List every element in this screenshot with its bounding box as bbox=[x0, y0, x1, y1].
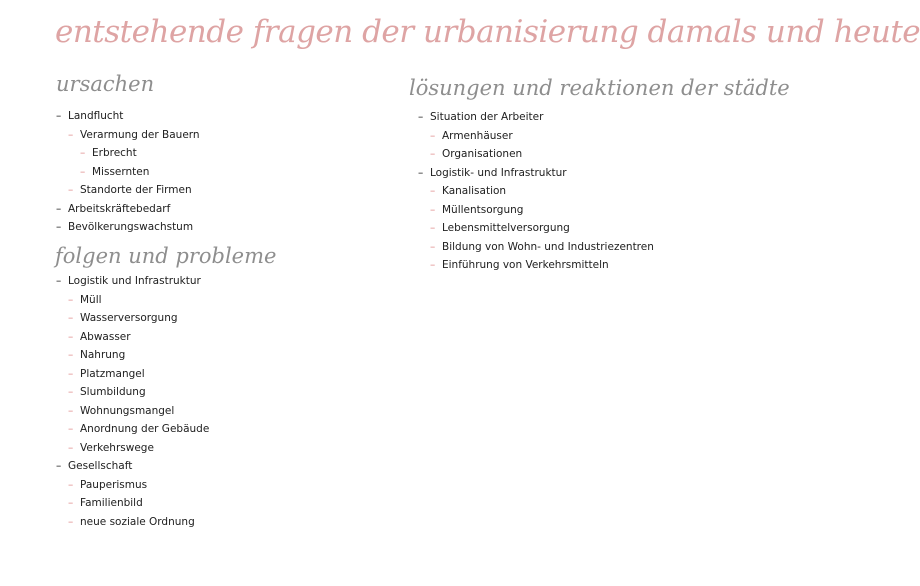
dash-bullet-icon: – bbox=[68, 349, 74, 361]
dash-bullet-icon: – bbox=[80, 165, 86, 178]
list-item-label: Verarmung der Bauern bbox=[80, 128, 200, 141]
list-item bbox=[418, 108, 654, 127]
dash-bullet-icon: – bbox=[430, 259, 436, 271]
list-item bbox=[56, 272, 209, 291]
list-item bbox=[56, 126, 200, 145]
list-item bbox=[418, 201, 654, 220]
dash-bullet-icon: – bbox=[68, 293, 74, 306]
dash-bullet-icon: – bbox=[68, 497, 74, 509]
list-item-label: Anordnung der Gebäude bbox=[80, 423, 210, 435]
dash-bullet-icon: – bbox=[80, 147, 86, 159]
dash-bullet-icon: – bbox=[418, 111, 424, 123]
list-item bbox=[56, 476, 209, 495]
dash-bullet-icon: – bbox=[56, 110, 62, 122]
list-item bbox=[418, 164, 654, 183]
list-item bbox=[56, 218, 200, 237]
list-item bbox=[418, 182, 654, 201]
list-item-label: Wasserversorgung bbox=[80, 312, 178, 324]
list-item-label: Slumbildung bbox=[80, 386, 146, 398]
list-item bbox=[56, 420, 209, 439]
list-item bbox=[56, 513, 209, 532]
list-item bbox=[56, 309, 209, 328]
heading-folgen-und-probleme: folgen und probleme bbox=[55, 244, 277, 268]
list-item-label: Landflucht bbox=[68, 110, 124, 122]
list-item bbox=[56, 346, 209, 365]
dash-bullet-icon: – bbox=[68, 330, 74, 343]
heading-ursachen: ursachen bbox=[56, 72, 155, 96]
dash-bullet-icon: – bbox=[430, 185, 436, 197]
dash-bullet-icon: – bbox=[68, 128, 74, 141]
list-item-label: Verkehrswege bbox=[80, 441, 154, 454]
list-item-label: Kanalisation bbox=[442, 185, 507, 197]
dash-bullet-icon: – bbox=[56, 221, 62, 233]
list-item bbox=[56, 163, 200, 182]
dash-bullet-icon: – bbox=[56, 202, 62, 215]
list-item bbox=[418, 256, 654, 275]
list-item-label: Müllentsorgung bbox=[442, 203, 524, 216]
list-item bbox=[56, 181, 200, 200]
list-item-label: Müll bbox=[80, 293, 102, 306]
list-item-label: Pauperismus bbox=[80, 478, 148, 491]
list-item-label: Erbrecht bbox=[92, 147, 137, 159]
dash-bullet-icon: – bbox=[68, 478, 74, 491]
dash-bullet-icon: – bbox=[68, 312, 74, 324]
dash-bullet-icon: – bbox=[430, 222, 436, 234]
list-ursachen bbox=[56, 107, 200, 237]
list-item bbox=[56, 402, 209, 421]
list-item-label: Logistik- und Infrastruktur bbox=[430, 166, 567, 179]
list-item-label: Organisationen bbox=[442, 148, 523, 160]
list-loesungen-und-reaktionen bbox=[418, 108, 654, 275]
list-item bbox=[56, 107, 200, 126]
dash-bullet-icon: – bbox=[430, 240, 436, 253]
list-item-label: Missernten bbox=[92, 165, 150, 178]
dash-bullet-icon: – bbox=[68, 386, 74, 398]
dash-bullet-icon: – bbox=[68, 441, 74, 454]
list-item bbox=[56, 494, 209, 513]
list-item bbox=[418, 127, 654, 146]
dash-bullet-icon: – bbox=[56, 460, 62, 472]
dash-bullet-icon: – bbox=[418, 166, 424, 179]
list-item-label: Armenhäuser bbox=[442, 129, 513, 142]
heading-loesungen-und-reaktionen: lösungen und reaktionen der städte bbox=[409, 76, 790, 100]
list-item bbox=[56, 457, 209, 476]
list-item bbox=[56, 383, 209, 402]
list-folgen-und-probleme bbox=[56, 272, 209, 531]
dash-bullet-icon: – bbox=[56, 275, 62, 287]
dash-bullet-icon: – bbox=[68, 404, 74, 417]
list-item-label: Familienbild bbox=[80, 497, 143, 509]
list-item-label: Einführung von Verkehrsmitteln bbox=[442, 259, 609, 271]
dash-bullet-icon: – bbox=[430, 129, 436, 142]
page-title: entstehende fragen der urbanisierung damals und heute bbox=[55, 14, 920, 50]
list-item-label: Lebensmittelversorgung bbox=[442, 222, 570, 234]
list-item-label: Arbeitskräftebedarf bbox=[68, 202, 171, 215]
list-item-label: Nahrung bbox=[80, 349, 126, 361]
list-item bbox=[418, 145, 654, 164]
dash-bullet-icon: – bbox=[68, 515, 74, 528]
list-item bbox=[56, 144, 200, 163]
dash-bullet-icon: – bbox=[68, 184, 74, 196]
list-item bbox=[56, 365, 209, 384]
list-item-label: Standorte der Firmen bbox=[80, 184, 192, 196]
list-item-label: Wohnungsmangel bbox=[80, 404, 175, 417]
dash-bullet-icon: – bbox=[430, 148, 436, 160]
dash-bullet-icon: – bbox=[430, 203, 436, 216]
list-item-label: Logistik und Infrastruktur bbox=[68, 275, 201, 287]
list-item bbox=[56, 439, 209, 458]
list-item-label: neue soziale Ordnung bbox=[80, 515, 195, 528]
list-item bbox=[418, 238, 654, 257]
dash-bullet-icon: – bbox=[68, 367, 74, 380]
list-item-label: Abwasser bbox=[80, 330, 131, 343]
list-item bbox=[56, 291, 209, 310]
list-item bbox=[418, 219, 654, 238]
list-item bbox=[56, 328, 209, 347]
list-item-label: Gesellschaft bbox=[68, 460, 133, 472]
list-item-label: Bildung von Wohn- und Industriezentren bbox=[442, 240, 654, 253]
list-item bbox=[56, 200, 200, 219]
list-item-label: Bevölkerungswachstum bbox=[68, 221, 194, 233]
dash-bullet-icon: – bbox=[68, 423, 74, 435]
list-item-label: Situation der Arbeiter bbox=[430, 111, 544, 123]
list-item-label: Platzmangel bbox=[80, 367, 145, 380]
